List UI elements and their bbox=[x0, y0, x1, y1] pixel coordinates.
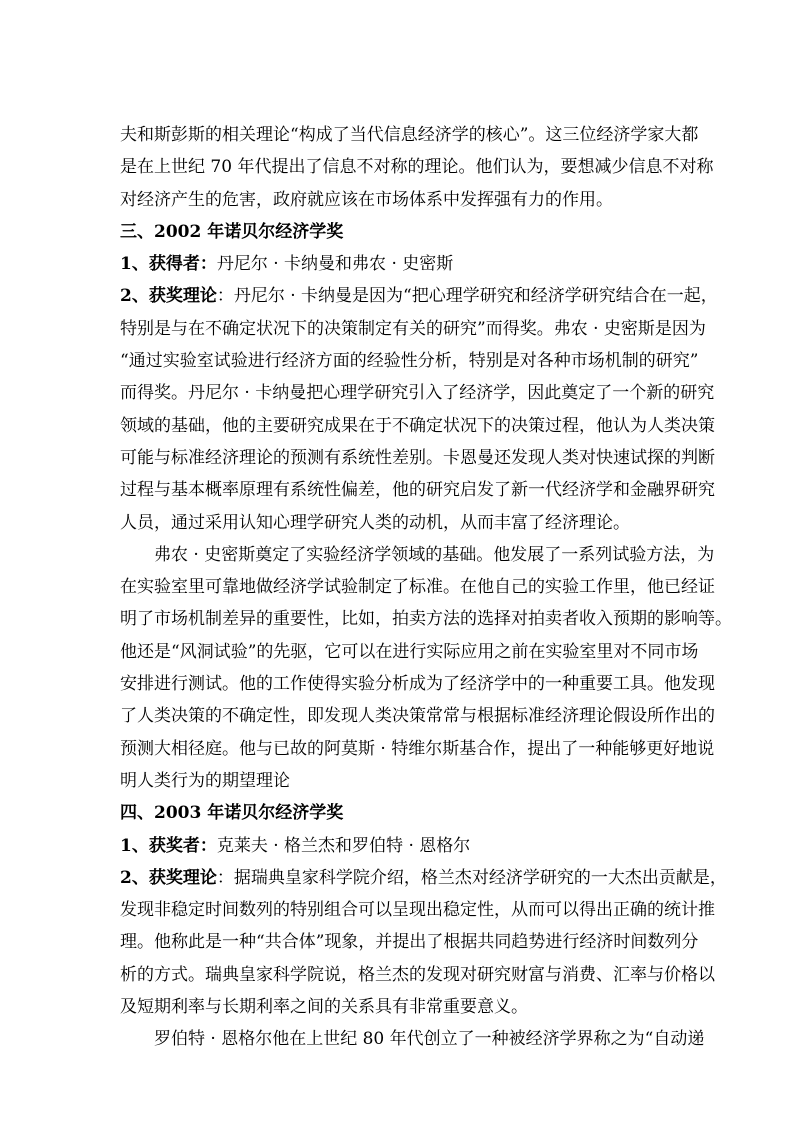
paragraph-line: 预测大相径庭。他与已故的阿莫斯 · 特维尔斯基合作，提出了一种能够更好地说 bbox=[120, 738, 715, 759]
paragraph-line: 是在上世纪 70 年代提出了信息不对称的理论。他们认为，要想减少信息不对称 bbox=[120, 157, 714, 178]
paragraph-line: 过程与基本概率原理有系统性偏差，他的研究启发了新一代经济学和金融界研究 bbox=[120, 480, 715, 501]
paragraph-line: 发现非稳定时间数列的特别组合可以呈现出稳定性，从而可以得出正确的统计推 bbox=[120, 900, 715, 921]
paragraph-line: 特别是与在不确定状况下的决策制定有关的研究”而得奖。弗农 · 史密斯是因为 bbox=[120, 318, 706, 339]
paragraph-line: 领域的基础，他的主要研究成果在于不确定状况下的决策过程，他认为人类决策 bbox=[120, 415, 715, 436]
paragraph-line: 明了市场机制差异的重要性，比如，拍卖方法的选择对拍卖者收入预期的影响等。 bbox=[120, 609, 732, 630]
paragraph-line: 他还是“风洞试验”的先驱，它可以在进行实际应用之前在实验室里对不同市场 bbox=[120, 641, 699, 662]
theory-text: ：据瑞典皇家科学院介绍，格兰杰对经济学研究的一大杰出贡献是， bbox=[216, 867, 727, 888]
paragraph-line: 人员，通过采用认知心理学研究人类的动机，从而丰富了经济理论。 bbox=[120, 512, 630, 533]
paragraph-line: 而得奖。丹尼尔 · 卡纳曼把心理学研究引入了经济学，因此奠定了一个新的研究 bbox=[120, 383, 715, 404]
document-page bbox=[120, 119, 732, 1056]
paragraph-line: 析的方式。瑞典皇家科学院说，格兰杰的发现对研究财富与消费、汇率与价格以 bbox=[120, 964, 715, 985]
theory-label: 2、获奖理论 bbox=[120, 286, 217, 307]
paragraph-line: 弗农 · 史密斯奠定了实验经济学领域的基础。他发展了一系列试验方法，为 bbox=[154, 544, 715, 565]
theory-label: 2、获奖理论 bbox=[120, 867, 217, 888]
paragraph-line: 安排进行测试。他的工作使得实验分析成为了经济学中的一种重要工具。他发现 bbox=[120, 674, 715, 695]
paragraph-line: 夫和斯彭斯的相关理论“构成了当代信息经济学的核心”。这三位经济学家大都 bbox=[120, 125, 699, 145]
winners-line-2003 bbox=[120, 830, 676, 862]
winners-line-2002 bbox=[120, 248, 676, 280]
paragraph-line: “通过实验室试验进行经济方面的经验性分析，特别是对各种市场机制的研究” bbox=[120, 351, 699, 372]
winners-value: 克莱夫 · 格兰杰和罗伯特 · 恩格尔 bbox=[216, 835, 471, 856]
paragraph-line: 罗伯特 · 恩格尔他在上世纪 80 年代创立了一种被经济学界称之为“自动递 bbox=[154, 1029, 705, 1050]
section-heading-2002: 三、2002 年诺贝尔经济学奖 bbox=[120, 221, 344, 242]
paragraph-line: 理。他称此是一种“共合体”现象，并提出了根据共同趋势进行经济时间数列分 bbox=[120, 932, 699, 953]
paragraph-line: 了人类决策的不确定性，即发现人类决策常常与根据标准经济理论假设所作出的 bbox=[120, 706, 715, 727]
paragraph-line: 及短期利率与长期利率之间的关系具有非常重要意义。 bbox=[120, 997, 528, 1018]
section-heading-2003: 四、2003 年诺贝尔经济学奖 bbox=[120, 803, 344, 824]
winners-label: 1、获奖者： bbox=[120, 835, 217, 856]
theory-line-2002 bbox=[120, 280, 718, 312]
winners-label: 1、获得者： bbox=[120, 254, 217, 275]
paragraph-line: 在实验室里可靠地做经济学试验制定了标准。在他自己的实验工作里，他已经证 bbox=[120, 577, 715, 598]
winners-value: 丹尼尔 · 卡纳曼和弗农 · 史密斯 bbox=[216, 254, 454, 275]
theory-line-2003 bbox=[120, 862, 727, 894]
theory-text: ：丹尼尔 · 卡纳曼是因为“把心理学研究和经济学研究结合在一起， bbox=[216, 286, 718, 307]
paragraph-line: 可能与标准经济理论的预测有系统性差别。卡恩曼还发现人类对快速试探的判断 bbox=[120, 447, 715, 468]
paragraph-line: 明人类行为的期望理论 bbox=[120, 770, 290, 791]
paragraph-line: 对经济产生的危害，政府就应该在市场体系中发挥强有力的作用。 bbox=[120, 189, 613, 210]
